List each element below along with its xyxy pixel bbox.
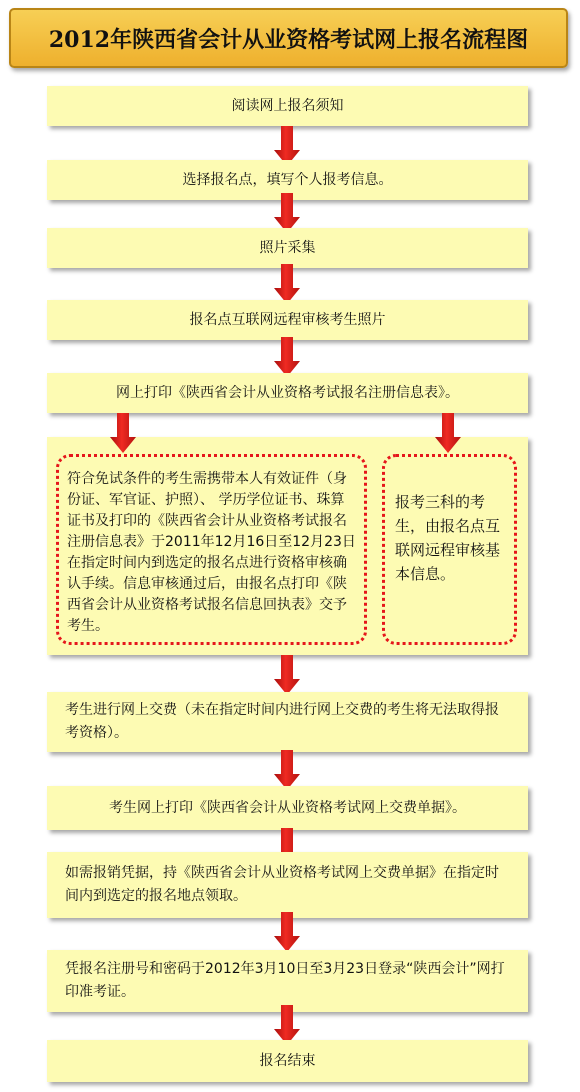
- down-arrow-icon: [274, 193, 300, 233]
- branch-left-exempt: [56, 454, 367, 645]
- branch-left-text: 符合免试条件的考生需携带本人有效证件（身份证、军官证、护照）、 学历学位证书、珠算证书及打印的《陕西省会计从业资格考试报名注册信息表》于2011年12月16日至12月23日在指定时间内到选定的报名点进行资格审核确认手续。信息审核通过后，由报名点打印《陕西省会计从业资格考试报名信息回执表》交予考生。: [67, 471, 356, 634]
- page-title: 2012年陕西省会计从业资格考试网上报名流程图: [9, 8, 568, 68]
- down-arrow-icon: [274, 337, 300, 377]
- step-end-label: 报名结束: [259, 1052, 316, 1069]
- step-reimbursement-label: 如需报销凭据，持《陕西省会计从业资格考试网上交费单据》在指定时间内到选定的报名地点领取。: [65, 865, 499, 904]
- step-online-payment-label: 考生进行网上交费（未在指定时间内进行网上交费的考生将无法取得报考资格）。: [65, 702, 499, 741]
- step-photo-review: [47, 300, 528, 340]
- step-print-receipt: [47, 786, 528, 830]
- down-arrow-icon: [274, 264, 300, 304]
- step-online-payment: [47, 692, 528, 752]
- step-photo-capture: [47, 228, 528, 268]
- step-print-admission: [47, 950, 528, 1012]
- step-photo-capture-label: 照片采集: [259, 239, 316, 256]
- branch-right-text: 报考三科的考生，由报名点互联网远程审核基本信息。: [395, 493, 501, 583]
- step-photo-review-label: 报名点互联网远程审核考生照片: [189, 311, 386, 328]
- step-branch: [47, 437, 528, 655]
- step-select-site-label: 选择报名点，填写个人报考信息。: [182, 171, 393, 188]
- branch-right-three-subjects: [382, 454, 517, 645]
- step-print-admission-label: 凭报名注册号和密码于2012年3月10日至3月23日登录“陕西会计”网打印准考证。: [65, 961, 505, 1000]
- down-arrow-icon: [110, 413, 136, 453]
- step-end: [47, 1040, 528, 1082]
- step-print-receipt-label: 考生网上打印《陕西省会计从业资格考试网上交费单据》。: [109, 799, 466, 816]
- down-arrow-icon: [274, 655, 300, 695]
- down-arrow-icon: [274, 1005, 300, 1045]
- step-reimbursement: [47, 852, 528, 918]
- step-read-notice: [47, 86, 528, 126]
- step-print-registration: [47, 373, 528, 413]
- down-arrow-icon: [274, 912, 300, 952]
- step-read-notice-label: 阅读网上报名须知: [231, 97, 344, 114]
- step-print-registration-label: 网上打印《陕西省会计从业资格考试报名注册信息表》。: [116, 384, 459, 401]
- down-arrow-icon: [435, 413, 461, 453]
- down-arrow-icon: [274, 750, 300, 790]
